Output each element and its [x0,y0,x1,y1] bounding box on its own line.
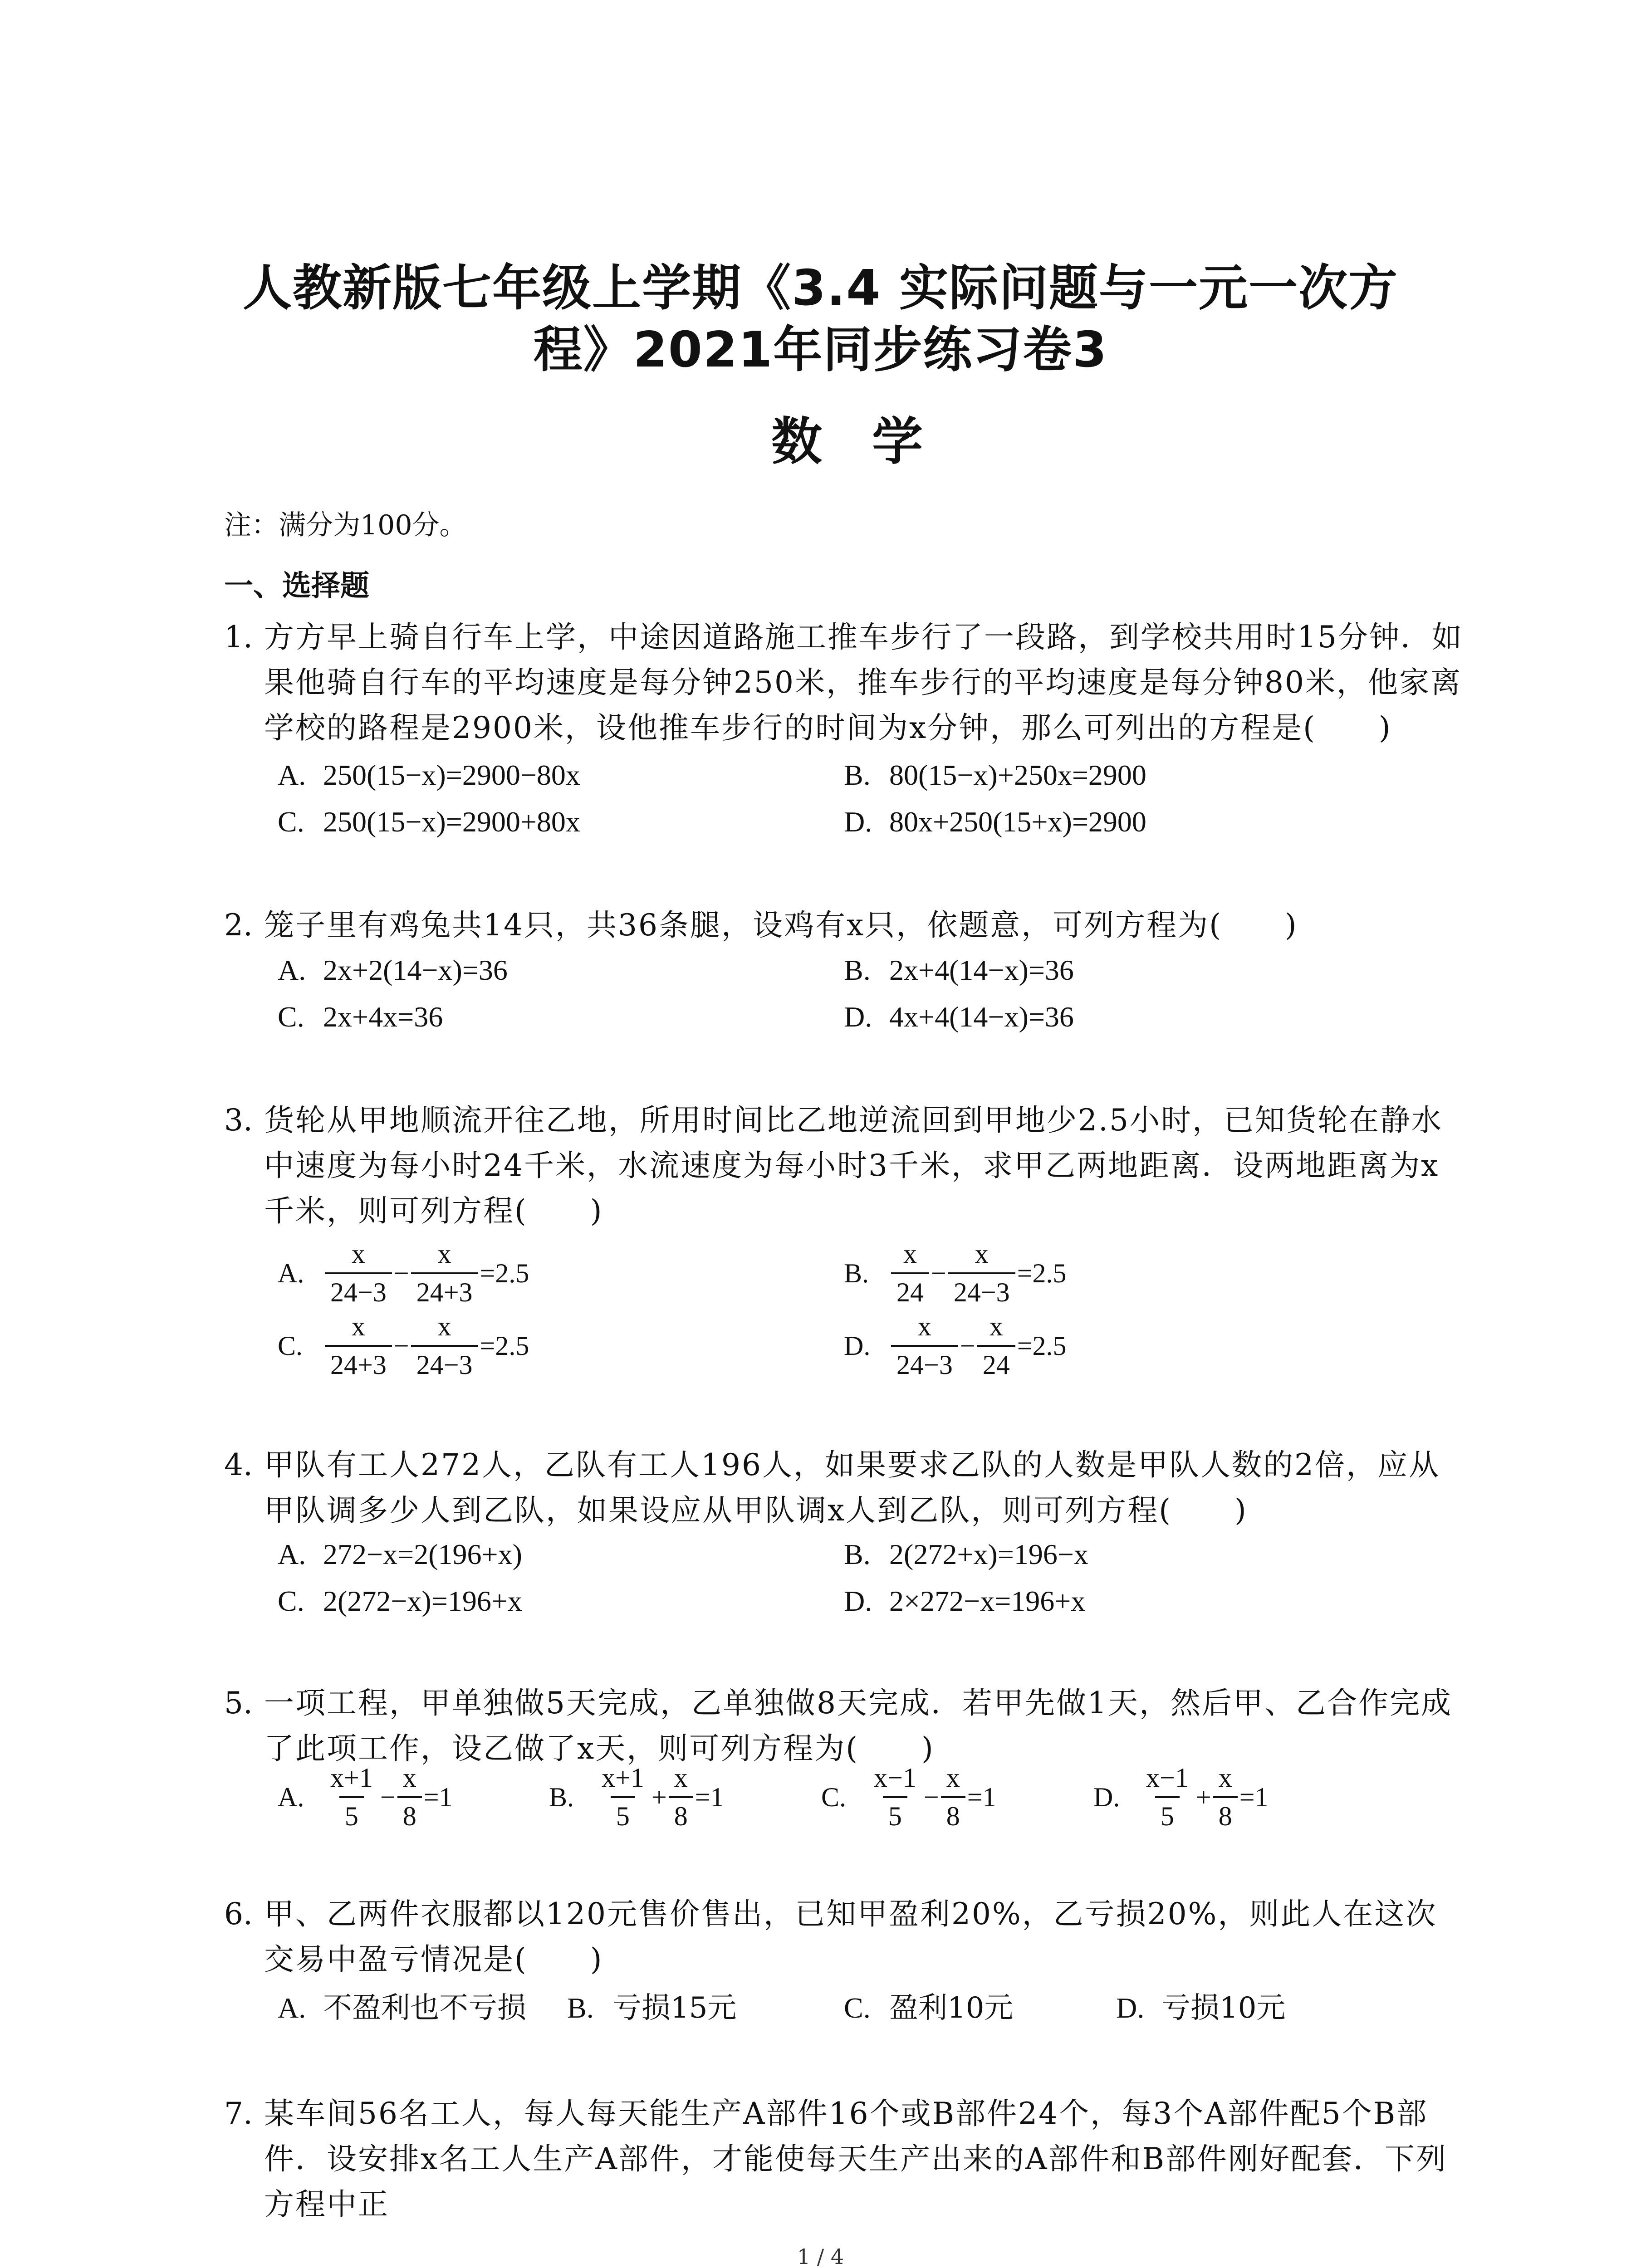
question-2 [224,903,1467,948]
option-1-d[interactable]: D. 80x+250(15+x)=2900 [844,806,1146,838]
question-4 [224,1442,1467,1533]
option-2-d[interactable]: D. 4x+4(14−x)=36 [844,1001,1074,1033]
option-4-a[interactable]: A. 272−x=2(196+x) [278,1538,522,1570]
question-number: 1. [224,620,253,655]
question-number: 5. [224,1686,253,1721]
question-number: 7. [224,2096,253,2131]
question-text: 笼子里有鸡兔共14只，共36条腿，设鸡有x只，依题意，可列方程为( ) [264,908,1298,943]
option-1-c[interactable]: C. 250(15−x)=2900+80x [278,806,580,838]
option-1-a[interactable]: A. 250(15−x)=2900−80x [278,759,580,791]
question-5 [224,1681,1467,1771]
option-2-b[interactable]: B. 2x+4(14−x)=36 [844,954,1074,986]
option-5-a[interactable]: A. $\frac{x+1}{5}$ − $\frac{x}{8}$ =1 [278,1763,453,1831]
question-7 [224,2091,1467,2222]
question-6 [224,1892,1467,1982]
option-2-c[interactable]: C. 2x+4x=36 [278,1001,443,1033]
option-3-a[interactable]: A. $\frac{x}{24-3}$ − $\frac{x}{24+3}$ =2.5 [278,1239,529,1307]
question-text: 甲、乙两件衣服都以120元售价售出，已知甲盈利20%，乙亏损20%，则此人在这次交易中盈亏情况是( ) [264,1897,1437,1977]
option-4-b[interactable]: B. 2(272+x)=196−x [844,1538,1088,1570]
question-text: 甲队有工人272人，乙队有工人196人，如果要求乙队的人数是甲队人数的2倍，应从甲队调多少人到乙队，如果设应从甲队调x人到乙队，则可列方程( ) [264,1447,1440,1528]
question-number: 3. [224,1103,253,1138]
question-1 [224,615,1467,751]
option-5-c[interactable]: C. $\frac{x-1}{5}$ − $\frac{x}{8}$ =1 [821,1763,996,1831]
page-number: 1 / 4 [797,2244,844,2268]
question-text: 一项工程，甲单独做5天完成，乙单独做8天完成．若甲先做1天，然后甲、乙合作完成了此项工作，设乙做了x天，则可列方程为( ) [264,1686,1452,1766]
option-6-d[interactable]: D. 亏损10元 [1116,1991,1286,2025]
question-text: 方方早上骑自行车上学，中途因道路施工推车步行了一段路，到学校共用时15分钟．如果他骑自行车的平均速度是每分钟250米，推车步行的平均速度是每分钟80米，他家离学校的路程是2900米，设他推车步行的时间为x分钟，那么可列出的方程是( ) [264,620,1463,745]
option-3-c[interactable]: C. $\frac{x}{24+3}$ − $\frac{x}{24-3}$ =2.5 [278,1311,529,1380]
question-number: 4. [224,1447,253,1482]
option-6-c[interactable]: C. 盈利10元 [844,1991,1014,2025]
question-3 [224,1098,1467,1234]
option-6-a[interactable]: A. 不盈利也不亏损 [278,1991,526,2025]
subject-heading: 数学 [771,412,973,471]
section-heading: 一、选择题 [224,569,369,603]
option-4-c[interactable]: C. 2(272−x)=196+x [278,1585,522,1617]
option-6-b[interactable]: B. 亏损15元 [567,1991,737,2025]
score-note: 注：满分为100分。 [224,509,467,541]
title-line-2: 程》2021年同步练习卷3 [533,322,1108,378]
option-4-d[interactable]: D. 2×272−x=196+x [844,1585,1086,1617]
question-number: 2. [224,908,253,943]
option-1-b[interactable]: B. 80(15−x)+250x=2900 [844,759,1146,791]
title-line-1: 人教新版七年级上学期《3.4 实际问题与一元一次方 [243,260,1398,317]
option-3-d[interactable]: D. $\frac{x}{24-3}$ − $\frac{x}{24}$ =2.5 [844,1311,1067,1380]
option-3-b[interactable]: B. $\frac{x}{24}$ − $\frac{x}{24-3}$ =2.5 [844,1239,1067,1307]
option-5-d[interactable]: D. $\frac{x-1}{5}$ + $\frac{x}{8}$ =1 [1093,1763,1269,1831]
question-number: 6. [224,1897,253,1931]
question-text: 某车间56名工人，每人每天能生产A部件16个或B部件24个，每3个A部件配5个B部件．设安排x名工人生产A部件，才能使每天生产出来的A部件和B部件刚好配套．下列方程中正 [264,2096,1448,2222]
option-5-b[interactable]: B. $\frac{x+1}{5}$ + $\frac{x}{8}$ =1 [549,1763,724,1831]
question-text: 货轮从甲地顺流开往乙地，所用时间比乙地逆流回到甲地少2.5小时，已知货轮在静水中速度为每小时24千米，水流速度为每小时3千米，求甲乙两地距离．设两地距离为x千米，则可列方程( ) [264,1103,1443,1228]
option-2-a[interactable]: A. 2x+2(14−x)=36 [278,954,508,986]
